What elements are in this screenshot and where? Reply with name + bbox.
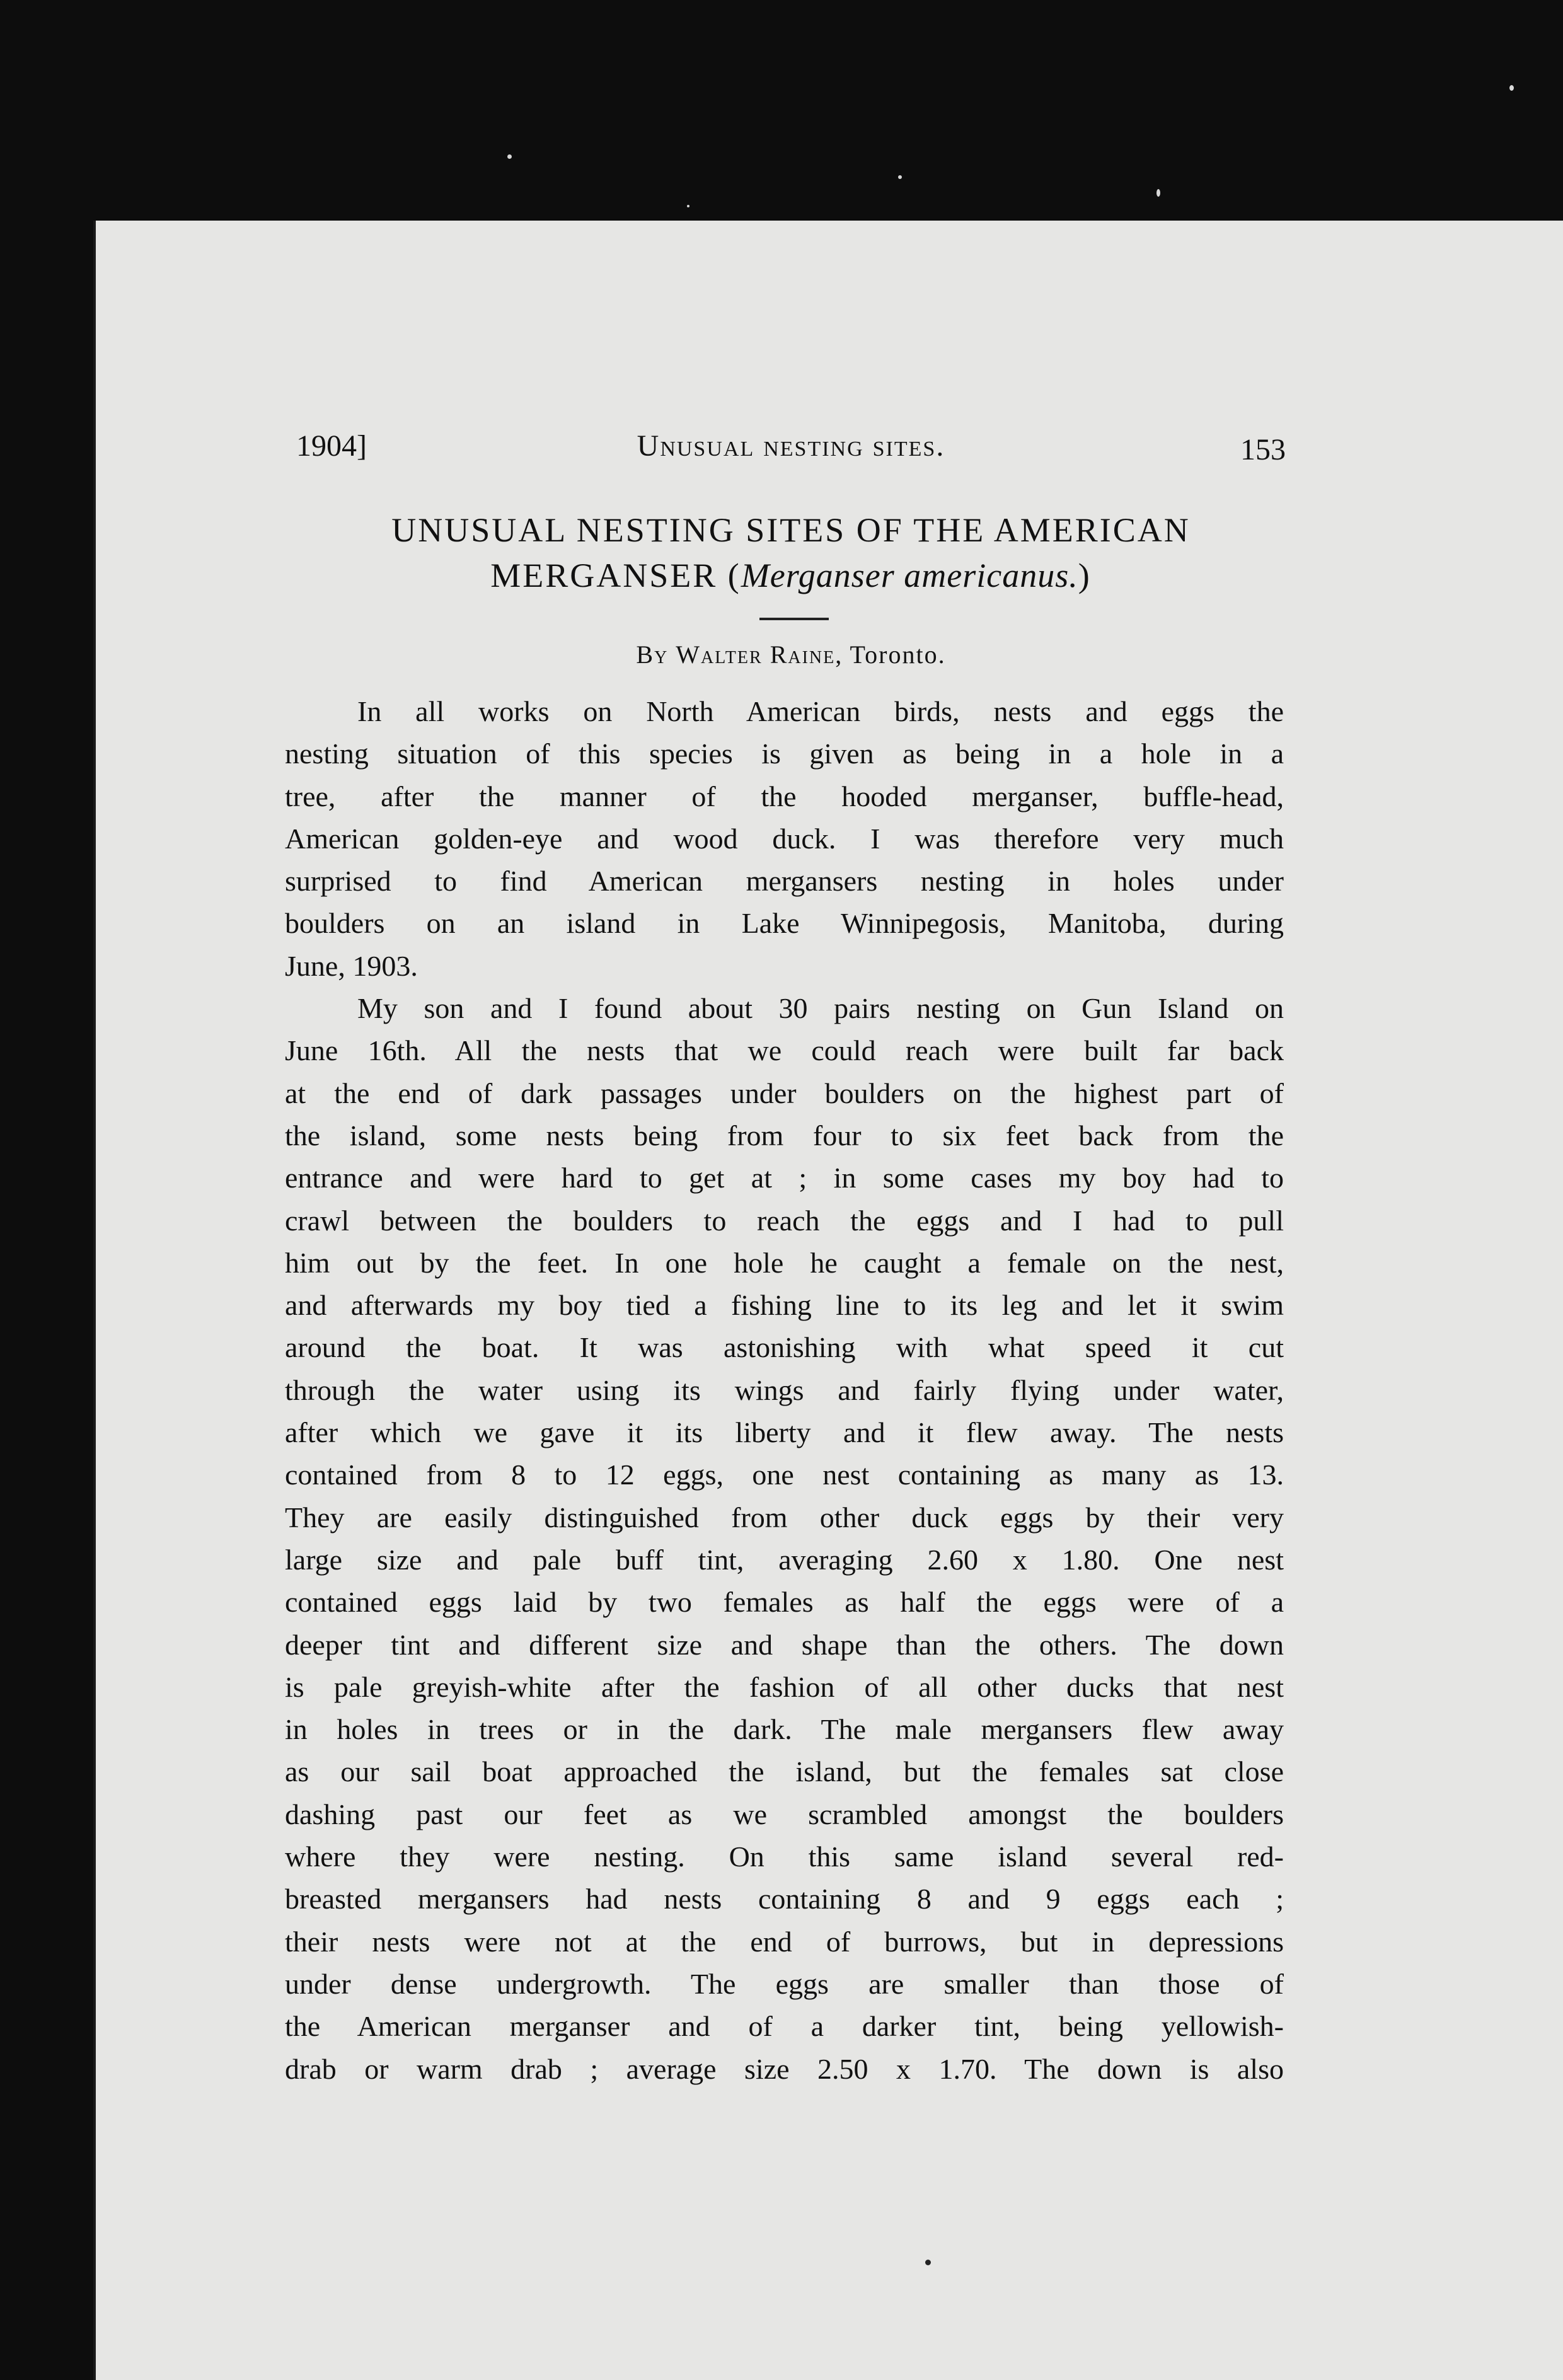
author-place: Toronto. [850,640,946,669]
body-line: My son and I found about 30 pairs nesting on Gun Island on [357,992,1284,1025]
body-line: In all works on North American birds, nests and eggs the [357,695,1284,727]
header-year: 1904] [296,429,367,463]
body-line: and afterwards my boy tied a fishing line to its leg and let it swim [285,1289,1284,1322]
body-line: entrance and were hard to get at ; in some cases my boy had to [285,1162,1284,1194]
scan-speck [687,205,689,207]
scan-speck [898,175,902,179]
byline [271,640,1311,669]
body-line: dashing past our feet as we scrambled amongst the boulders [285,1798,1284,1830]
byline-prefix: By [636,640,669,669]
body-line: at the end of dark passages under boulders on the highest part of [285,1077,1284,1109]
body-line: is pale greyish-white after the fashion of all other ducks that nest [285,1670,1284,1703]
body-line: in holes in trees or in the dark. The male mergansers flew away [285,1713,1284,1746]
body-line: their nests were not at the end of burrows, but in depressions [285,1925,1284,1958]
body-line: where they were nesting. On this same island several red- [285,1840,1284,1873]
body-line: through the water using its wings and fairly flying under water, [285,1373,1284,1406]
body-line: drab or warm drab ; average size 2.50 x 1.70. The down is also [285,2052,1284,2085]
body-line: crawl between the boulders to reach the eggs and I had to pull [285,1204,1284,1237]
body-line: American golden-eye and wood duck. I was therefore very much [285,822,1284,855]
body-line: him out by the feet. In one hole he caught a female on the nest, [285,1246,1284,1279]
title-line-2 [271,553,1311,598]
article-body [285,690,1284,2090]
title-line-2-suffix: ) [1078,557,1092,594]
body-line: breasted mergansers had nests containing 8 and 9 eggs each ; [285,1883,1284,1915]
body-line: contained eggs laid by two females as half the eggs were of a [285,1586,1284,1619]
body-line: the American merganser and of a darker tint, being yellowish- [285,2010,1284,2043]
body-line: June, 1903. [285,949,418,982]
body-line: boulders on an island in Lake Winnipegosis, Manitoba, during [285,907,1284,940]
article-title [271,507,1311,598]
body-line: deeper tint and different size and shape than the others. The down [285,1628,1284,1661]
title-line-2-prefix: MERGANSER ( [490,557,741,594]
scientific-name: Merganser americanus. [741,557,1078,594]
title-line-1: UNUSUAL NESTING SITES OF THE AMERICAN [391,511,1191,549]
body-line: June 16th. All the nests that we could reach were built far back [285,1034,1284,1067]
scan-speck [507,154,512,159]
body-line: as our sail boat approached the island, but the females sat close [285,1755,1284,1788]
body-line: surprised to find American mergansers nesting in holes under [285,865,1284,898]
page-number: 153 [1240,433,1286,466]
body-line: tree, after the manner of the hooded merganser, buffle-head, [285,780,1284,812]
scan-speck [1156,189,1160,197]
body-line: the island, some nests being from four to six feet back from the [285,1119,1284,1152]
body-line: They are easily distinguished from other duck eggs by their very [285,1501,1284,1534]
body-line: after which we gave it its liberty and it flew away. The nests [285,1416,1284,1449]
title-divider [759,618,829,620]
body-line: around the boat. It was astonishing with what speed it cut [285,1331,1284,1364]
page-mark [925,2260,931,2265]
body-line: contained from 8 to 12 eggs, one nest containing as many as 13. [285,1459,1284,1491]
body-line: large size and pale buff tint, averaging 2.60 x 1.80. One nest [285,1543,1284,1576]
author-name: Walter Raine, [676,640,843,669]
running-header [296,429,1286,479]
body-line: nesting situation of this species is given as being in a hole in a [285,737,1284,770]
body-line: under dense undergrowth. The eggs are smaller than those of [285,1967,1284,2000]
header-running-title: Unusual nesting sites. [637,429,945,463]
scan-speck [1509,85,1514,91]
